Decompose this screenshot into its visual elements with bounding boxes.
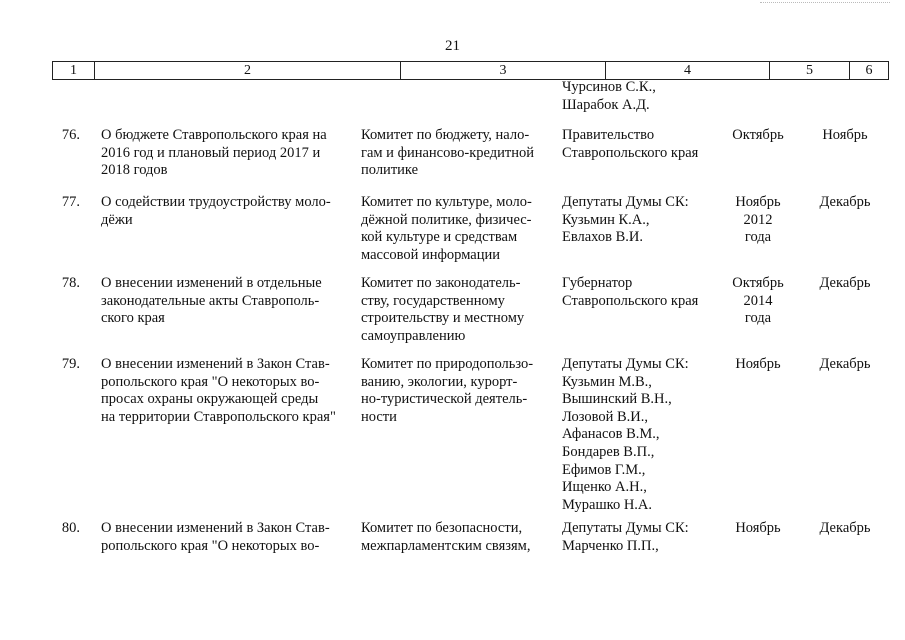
author-line: Шарабок А.Д.: [562, 96, 650, 113]
initiator: [562, 520, 689, 555]
text-line: Октябрь: [732, 275, 784, 291]
text-line: О внесении изменений в отдельные: [101, 275, 322, 291]
text-line: Афанасов В.М.,: [562, 426, 660, 443]
bill-title: [101, 127, 327, 180]
text-line: но-туристической деятель-: [361, 391, 528, 408]
text-line: Комитет по законодатель-: [361, 275, 521, 291]
text-line: Марченко П.П.,: [562, 537, 659, 554]
row-number: 78.: [61, 275, 80, 291]
text-line: Декабрь: [819, 194, 871, 210]
text-line: кой культуре и средствам: [361, 229, 518, 246]
text-line: Ноябрь: [822, 127, 868, 143]
text-line: 2018 годов: [101, 162, 168, 179]
consideration-date: [805, 520, 885, 538]
text-line: просах охраны окружающей среды: [101, 391, 319, 408]
header-col-6: 6: [865, 63, 873, 78]
initiator: [562, 275, 698, 310]
consideration-date: [805, 275, 885, 293]
responsible-committee: [361, 275, 524, 345]
text-line: Евлахов В.И.: [562, 229, 643, 246]
responsible-committee: [361, 356, 533, 426]
text-line: Кузьмин М.В.,: [562, 373, 652, 390]
consideration-date: [805, 194, 885, 212]
consideration-date: [805, 356, 885, 374]
header-col-1: 1: [53, 62, 95, 79]
text-line: 2012: [743, 211, 773, 228]
bill-title: [101, 356, 336, 426]
text-line: Кузьмин К.А.,: [562, 211, 650, 228]
text-line: 2014: [743, 292, 773, 309]
responsible-committee: [361, 194, 532, 264]
text-line: законодательные акты Ставрополь-: [101, 292, 320, 309]
bill-title: [101, 194, 331, 229]
text-line: Ноябрь: [735, 356, 781, 372]
text-line: на территории Ставропольского края": [101, 408, 336, 425]
text-line: самоуправлению: [361, 327, 466, 344]
text-line: Ставропольского края: [562, 292, 699, 309]
text-line: Ищенко А.Н.,: [562, 479, 647, 496]
responsible-committee: [361, 127, 534, 180]
bill-title: [101, 275, 322, 328]
text-line: О внесении изменений в Закон Став-: [101, 520, 330, 536]
text-line: года: [744, 310, 772, 327]
text-line: ропольского края "О некоторых во-: [101, 373, 320, 390]
text-line: массовой информации: [361, 246, 501, 263]
text-line: Октябрь: [732, 127, 784, 143]
text-line: О содействии трудоустройству моло-: [101, 194, 331, 210]
page-number: 21: [445, 38, 460, 54]
text-line: 2016 год и плановый период 2017 и: [101, 144, 321, 161]
submission-date: [718, 275, 798, 328]
text-line: Губернатор: [562, 275, 633, 291]
text-line: года: [744, 229, 772, 246]
text-line: Правительство: [562, 127, 655, 143]
text-line: Ставропольского края: [562, 144, 699, 161]
text-line: Ефимов Г.М.,: [562, 461, 646, 478]
text-line: Комитет по бюджету, нало-: [361, 127, 530, 143]
responsible-committee: [361, 520, 530, 555]
text-line: ванию, экологии, курорт-: [361, 373, 518, 390]
text-line: Депутаты Думы СК:: [562, 194, 689, 210]
text-line: О внесении изменений в Закон Став-: [101, 356, 330, 372]
text-line: ству, государственному: [361, 292, 505, 309]
initiator: [562, 127, 698, 162]
text-line: Декабрь: [819, 356, 871, 372]
header-col-4: 4: [606, 62, 770, 79]
text-line: Декабрь: [819, 520, 871, 536]
row-number: 77.: [61, 194, 80, 210]
submission-date: [718, 520, 798, 538]
text-line: ского края: [101, 310, 165, 327]
row-number: 80.: [61, 520, 80, 536]
text-line: ропольского края "О некоторых во-: [101, 537, 320, 554]
text-line: Ноябрь: [735, 194, 781, 210]
row-number: 79.: [61, 356, 80, 372]
text-line: Ноябрь: [735, 520, 781, 536]
text-line: строительству и местному: [361, 310, 525, 327]
submission-date: [718, 127, 798, 145]
text-line: межпарламентским связям,: [361, 537, 531, 554]
column-number-header: [52, 61, 889, 80]
header-col-3: 3: [401, 62, 606, 79]
consideration-date: [805, 127, 885, 145]
text-line: О бюджете Ставропольского края на: [101, 127, 327, 143]
text-line: ности: [361, 408, 397, 425]
text-line: Комитет по безопасности,: [361, 520, 523, 536]
text-line: гам и финансово-кредитной: [361, 144, 534, 161]
text-line: Комитет по природопользо-: [361, 356, 534, 372]
text-line: дёжи: [101, 211, 133, 228]
text-line: дёжной политике, физичес-: [361, 211, 532, 228]
initiator: [562, 194, 689, 247]
text-line: Мурашко Н.А.: [562, 496, 653, 513]
scan-artifact-line: [760, 2, 890, 5]
bill-title: [101, 520, 330, 555]
submission-date: [718, 356, 798, 374]
header-col-5: 5: [770, 62, 850, 79]
author-line: Чурсинов С.К.,: [562, 79, 656, 95]
text-line: Депутаты Думы СК:: [562, 356, 689, 372]
text-line: Бондарев В.П.,: [562, 443, 655, 460]
initiator: [562, 356, 689, 514]
text-line: Комитет по культуре, моло-: [361, 194, 532, 210]
row-number: 76.: [61, 127, 80, 143]
text-line: политике: [361, 162, 419, 179]
text-line: Вышинский В.Н.,: [562, 391, 672, 408]
text-line: Депутаты Думы СК:: [562, 520, 689, 536]
header-col-2: 2: [95, 62, 401, 79]
text-line: Декабрь: [819, 275, 871, 291]
submission-date: [718, 194, 798, 247]
text-line: Лозовой В.И.,: [562, 408, 649, 425]
carry-over-authors: [562, 79, 656, 114]
